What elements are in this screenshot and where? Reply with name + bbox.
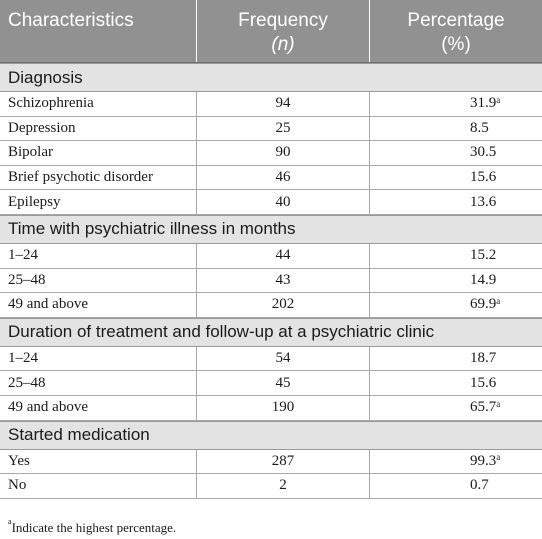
cell-characteristic: Yes — [0, 450, 197, 474]
header-percentage-label: Percentage — [407, 10, 505, 31]
header-frequency-unit: (n) — [271, 34, 295, 55]
section-title: Diagnosis — [8, 67, 83, 87]
cell-percentage — [370, 190, 542, 214]
percentage-value: 0.7 — [470, 477, 489, 494]
cell-characteristic: 49 and above — [0, 396, 197, 420]
table-row — [0, 117, 542, 142]
footnote-text: Indicate the highest percentage. — [11, 520, 177, 535]
cell-percentage — [370, 347, 542, 371]
cell-characteristic: Epilepsy — [0, 190, 197, 214]
percentage-value: 15.6 — [470, 374, 497, 391]
section-header-row — [0, 63, 542, 92]
cell-characteristic: 25–48 — [0, 269, 197, 293]
table-row — [0, 244, 542, 269]
table-body — [0, 63, 542, 499]
cell-characteristic: No — [0, 474, 197, 498]
percentage-value: 13.6 — [470, 193, 497, 210]
cell-frequency: 94 — [197, 92, 370, 116]
table-row — [0, 92, 542, 117]
percentage-value: 65.7 — [470, 399, 497, 416]
percentage-value: 99.3 — [470, 452, 497, 469]
section-header-row — [0, 318, 542, 347]
percentage-value: 18.7 — [470, 350, 497, 367]
table-row — [0, 269, 542, 294]
table-row — [0, 190, 542, 215]
cell-characteristic: Bipolar — [0, 141, 197, 165]
footnote-mark: a — [8, 516, 12, 526]
cell-percentage — [370, 269, 542, 293]
table-row — [0, 396, 542, 421]
cell-percentage — [370, 166, 542, 190]
cell-frequency: 287 — [197, 450, 370, 474]
footnote — [8, 516, 177, 536]
cell-characteristic: 1–24 — [0, 347, 197, 371]
table-row — [0, 474, 542, 499]
cell-frequency: 45 — [197, 371, 370, 395]
percentage-value: 8.5 — [470, 119, 489, 136]
cell-characteristic: Brief psychotic disorder — [0, 166, 197, 190]
cell-frequency: 40 — [197, 190, 370, 214]
cell-characteristic: 25–48 — [0, 371, 197, 395]
cell-percentage — [370, 474, 542, 498]
cell-frequency: 44 — [197, 244, 370, 268]
cell-percentage — [370, 371, 542, 395]
cell-frequency: 46 — [197, 166, 370, 190]
cell-percentage: 69.9 $^a$ — [470, 295, 501, 313]
table-row — [0, 371, 542, 396]
cell-characteristic: Schizophrenia — [0, 92, 197, 116]
section-title: Duration of treatment and follow-up at a psychiatric clinic — [8, 322, 435, 342]
cell-percentage: 65.7 $^a$ — [470, 398, 501, 416]
section-title: Started medication — [8, 425, 150, 445]
cell-percentage: 31.9 $^a$ — [470, 94, 501, 112]
percentage-value: 14.9 — [470, 271, 497, 288]
table-row — [0, 347, 542, 372]
cell-frequency: 43 — [197, 269, 370, 293]
percentage-value: 30.5 — [470, 144, 497, 161]
table-header-row — [0, 0, 542, 63]
cell-percentage — [370, 141, 542, 165]
section-title: Time with psychiatric illness in months — [8, 219, 296, 239]
percentage-value: 15.6 — [470, 169, 497, 186]
header-frequency-label: Frequency — [238, 10, 328, 31]
percentage-value: 15.2 — [470, 247, 497, 264]
section-header-row — [0, 421, 542, 450]
cell-characteristic: 1–24 — [0, 244, 197, 268]
header-percentage — [370, 0, 542, 62]
table-row — [0, 166, 542, 191]
table-row — [0, 141, 542, 166]
cell-percentage — [370, 117, 542, 141]
cell-frequency: 190 — [197, 396, 370, 420]
section-header-row — [0, 215, 542, 244]
cell-characteristic: Depression — [0, 117, 197, 141]
percentage-value: 69.9 — [470, 296, 497, 313]
table-row — [0, 293, 542, 318]
table-row — [0, 450, 542, 475]
cell-frequency: 54 — [197, 347, 370, 371]
cell-frequency: 2 — [197, 474, 370, 498]
header-frequency — [197, 0, 370, 62]
header-characteristics: Characteristics — [0, 0, 197, 62]
cell-frequency: 90 — [197, 141, 370, 165]
cell-frequency: 25 — [197, 117, 370, 141]
cell-percentage — [370, 244, 542, 268]
cell-percentage: 99.3 $^a$ — [470, 452, 501, 469]
cell-characteristic: 49 and above — [0, 293, 197, 317]
percentage-value: 31.9 — [470, 95, 497, 112]
cell-frequency: 202 — [197, 293, 370, 317]
header-percentage-unit: (%) — [441, 34, 471, 55]
